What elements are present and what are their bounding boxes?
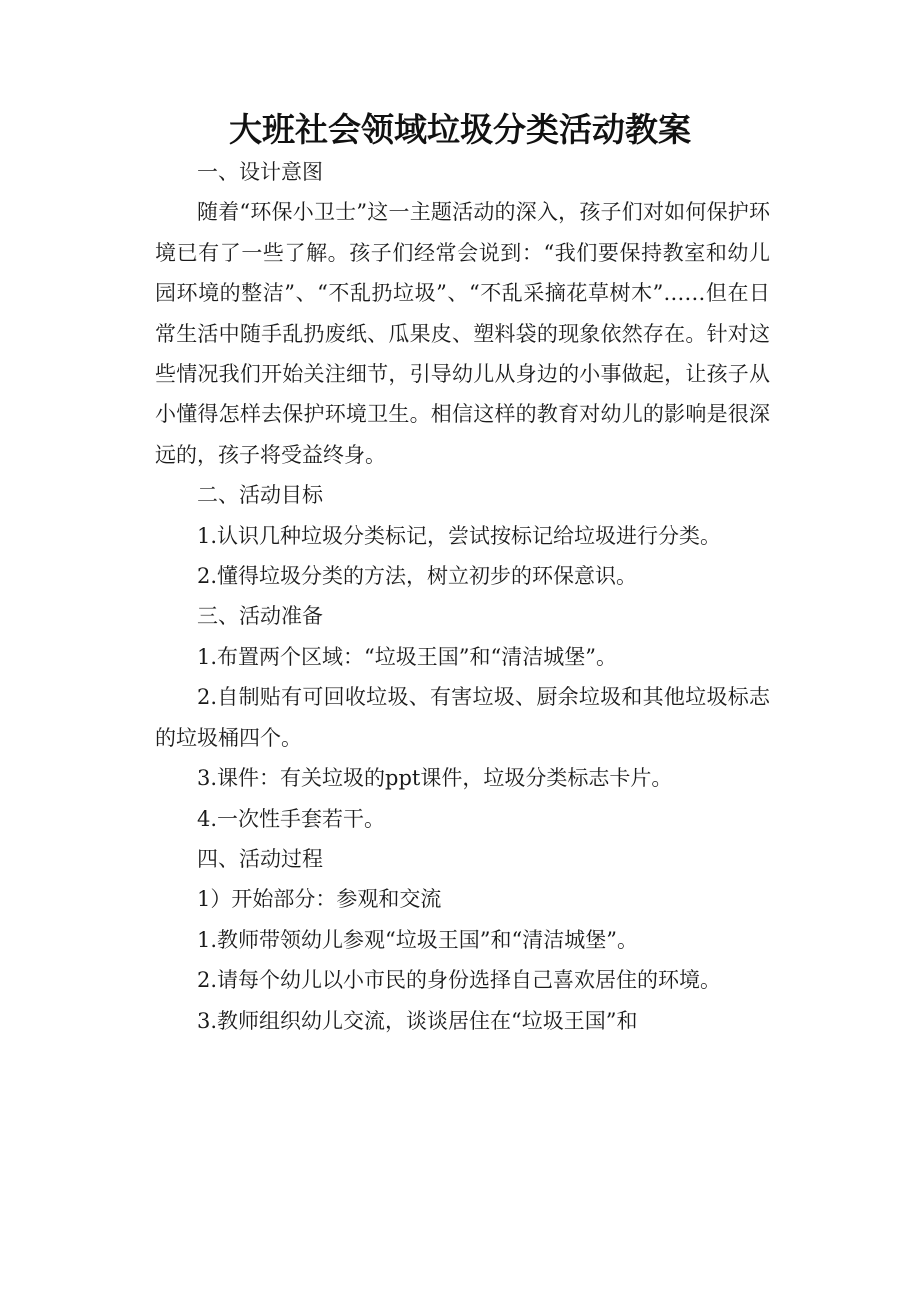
paragraph-design-intent: 随着“环保小卫士”这一主题活动的深入，孩子们对如何保护环境已有了一些了解。孩子们经常会说到：“我们要保持教室和幼儿园环境的整洁”、“不乱扔垃圾”、“不乱采摘花草树木”……但在日常生活中随手乱扔废纸、瓜果皮、塑料袋的现象依然存在。针对这些情况我们开始关注细节，引导幼儿从身边的小事做起，让孩子从小懂得怎样去保护环境卫生。相信这样的教育对幼儿的影响是很深远的，孩子将受益终身。 bbox=[155, 200, 770, 467]
preparation-item-1: 1.布置两个区域：“垃圾王国”和“清洁城堡”。 bbox=[197, 644, 617, 669]
section-heading-preparation: 三、活动准备 bbox=[197, 604, 323, 629]
process-item-1: 1.教师带领幼儿参观“垃圾王国”和“清洁城堡”。 bbox=[197, 927, 638, 952]
section-heading-process: 四、活动过程 bbox=[197, 846, 323, 871]
document-title: 大班社会领域垃圾分类活动教案 bbox=[229, 110, 691, 149]
process-item-2: 2.请每个幼儿以小市民的身份选择自己喜欢居住的环境。 bbox=[197, 968, 722, 993]
objective-item-1: 1.认识几种垃圾分类标记，尝试按标记给垃圾进行分类。 bbox=[197, 523, 722, 548]
document-body bbox=[155, 152, 770, 1041]
preparation-item-4: 4.一次性手套若干。 bbox=[197, 806, 386, 831]
preparation-item-3: 3.课件：有关垃圾的ppt课件，垃圾分类标志卡片。 bbox=[197, 766, 673, 791]
section-heading-objectives: 二、活动目标 bbox=[197, 483, 323, 508]
objective-item-2: 2.懂得垃圾分类的方法，树立初步的环保意识。 bbox=[197, 564, 638, 589]
process-subheading-opening: 1）开始部分：参观和交流 bbox=[197, 887, 442, 912]
preparation-item-2: 2.自制贴有可回收垃圾、有害垃圾、厨余垃圾和其他垃圾标志的垃圾桶四个。 bbox=[155, 685, 770, 750]
section-heading-design-intent: 一、设计意图 bbox=[197, 160, 323, 184]
process-item-3: 3.教师组织幼儿交流，谈谈居住在“垃圾王国”和 bbox=[197, 1008, 638, 1033]
